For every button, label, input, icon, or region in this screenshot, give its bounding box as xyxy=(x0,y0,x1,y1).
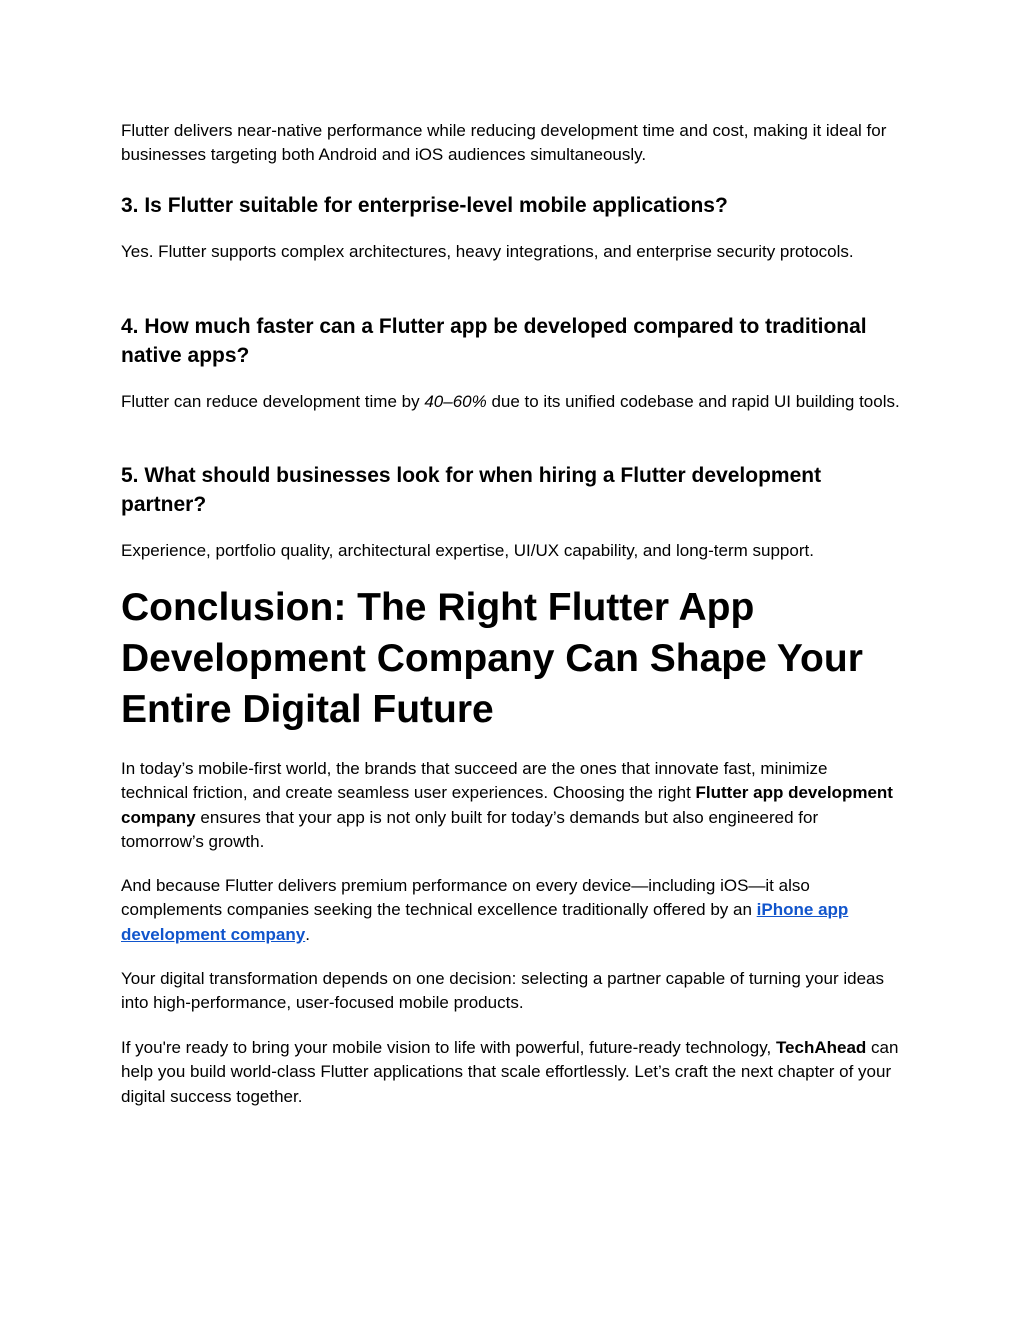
text: And because Flutter delivers premium performance on every device—including iOS—it also complements companies seeking the technical excellence traditionally offered by an xyxy=(121,876,810,920)
faq-answer-5: Experience, portfolio quality, architectural expertise, UI/UX capability, and long-term support. xyxy=(121,541,814,560)
faq-answer-3: Yes. Flutter supports complex architectures, heavy integrations, and enterprise security protocols. xyxy=(121,242,854,261)
text: . xyxy=(305,924,310,944)
conclusion-paragraph-4 xyxy=(121,1036,911,1109)
conclusion-paragraph-1 xyxy=(121,757,896,854)
conclusion-paragraph-2 xyxy=(121,874,881,947)
text: ensures that your app is not only built for today’s demands but also engineered for tomorrow’s growth. xyxy=(121,807,819,851)
answer-text: due to its unified codebase and rapid UI building tools. xyxy=(486,392,900,411)
faq-answer-4 xyxy=(121,390,911,414)
faq-question-4: 4. How much faster can a Flutter app be developed compared to traditional native apps? xyxy=(121,315,867,367)
answer-emphasis: 40–60% xyxy=(424,392,487,411)
company-name: TechAhead xyxy=(775,1038,867,1057)
conclusion-paragraph-3: Your digital transformation depends on one decision: selecting a partner capable of turning your ideas into high-performance, user-focused mobile products. xyxy=(121,969,884,1013)
iphone-app-development-link[interactable]: iPhone app development company xyxy=(121,900,849,944)
intro-paragraph: Flutter delivers near-native performance while reducing development time and cost, making it ideal for businesses targeting both Android and iOS audiences simultaneously. xyxy=(121,121,887,165)
faq-question-3: 3. Is Flutter suitable for enterprise-level mobile applications? xyxy=(121,194,728,217)
text: can help you build world-class Flutter applications that scale effortlessly. Let’s craft the next chapter of your digital success together. xyxy=(121,1038,899,1106)
text: In today’s mobile-first world, the brands that succeed are the ones that innovate fast, minimize technical friction, and create seamless user experiences. Choosing the right xyxy=(121,759,828,803)
faq-question-5: 5. What should businesses look for when hiring a Flutter development partner? xyxy=(121,464,822,516)
text: If you're ready to bring your mobile vision to life with powerful, future-ready technology, xyxy=(121,1038,776,1057)
answer-text: Flutter can reduce development time by xyxy=(121,392,425,411)
conclusion-heading: Conclusion: The Right Flutter App Development Company Can Shape Your Entire Digital Future xyxy=(121,586,863,731)
bold-text: Flutter app development company xyxy=(121,783,893,827)
